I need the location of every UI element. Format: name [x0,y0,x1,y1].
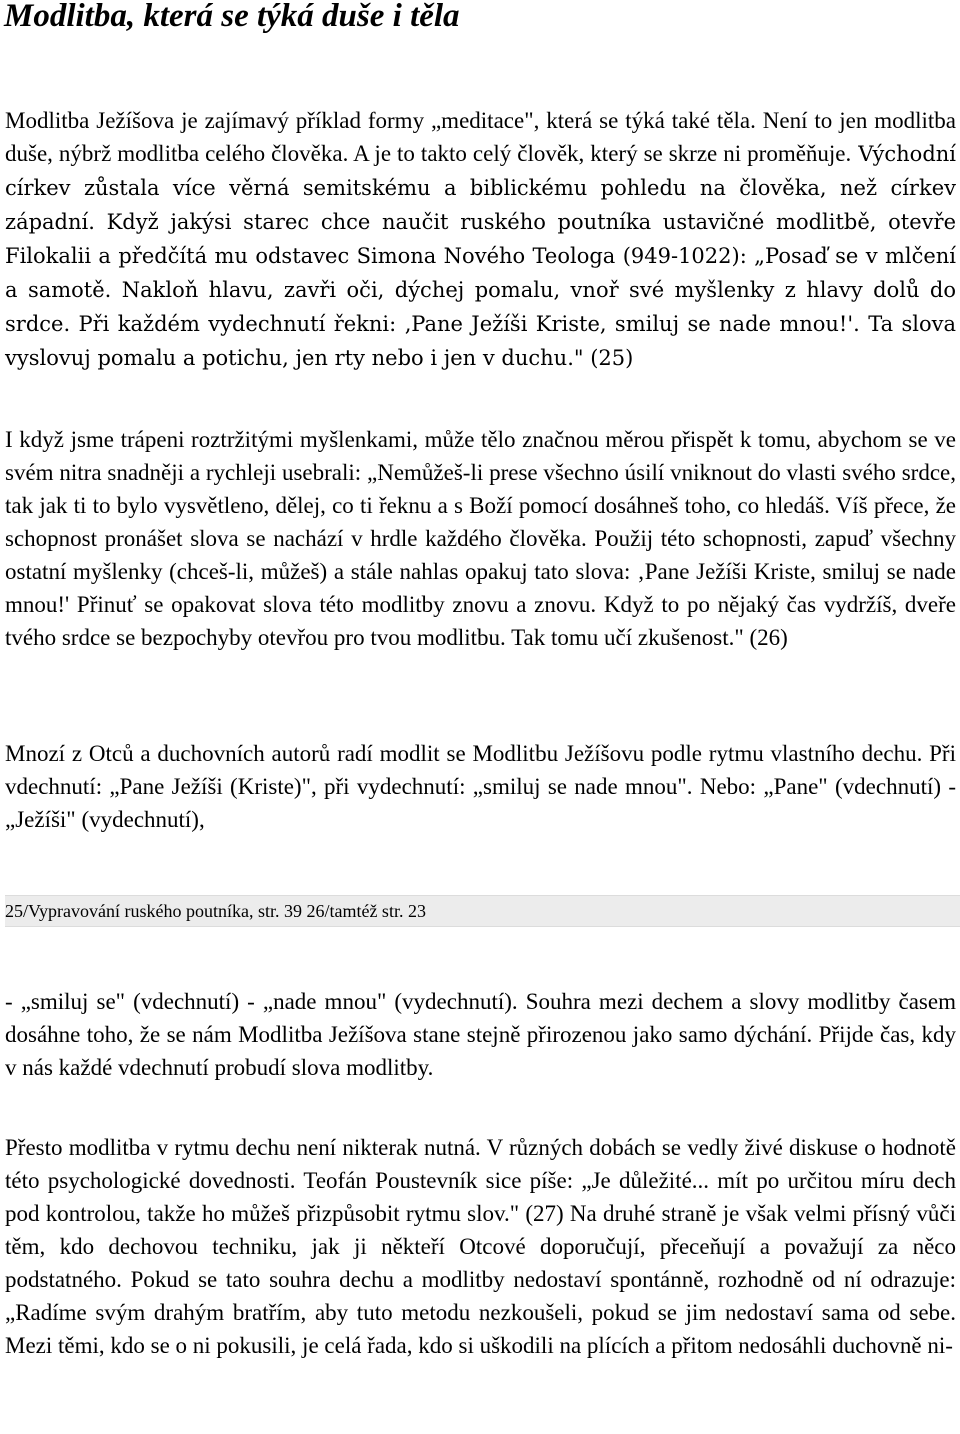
footnote-text: 25/Vypravování ruského poutníka, str. 39 26/tamtéž str. 23 [5,901,426,921]
document-title: Modlitba, která se týká duše i těla [4,0,460,34]
paragraph-4 [5,985,956,1084]
paragraph-4-text: - „smiluj se" (vdechnutí) - „nade mnou" (vydechnutí). Souhra mezi dechem a slovy modlitby časem dosáhne toho, že se nám Modlitba Ježíšova stane stejně přirozenou jako samo dýchání. Přijde čas, kdy v nás každé vdechnutí probudí slova modlitby. [5,989,956,1080]
paragraph-3 [5,737,956,836]
paragraph-2-text: I když jsme trápeni roztržitými myšlenkami, může tělo značnou měrou přispět k tomu, abychom se ve svém nitra snadněji a rychleji usebrali: „Nemůžeš-li prese všechno úsilí vniknout do vlasti svého srdce, tak jak ti to bylo vysvětleno, dělej, co ti řeknu a s Boží pomocí dosáhneš toho, co hledáš. Víš přece, že schopnost pronášet slova se nachází v hrdle každého člověka. Použij této schopnosti, zapuď všechny ostatní myšlenky (chceš-li, můžeš) a stále nahlas opakuj tato slova: ‚Pane Ježíši Kriste, smiluj se nade mnou!' Přinuť se opakovat slova této modlitby znovu a znovu. Když to po nějaký čas vydržíš, dveře tvého srdce se bezpochyby otevřou pro tvou modlitbu. Tak tomu učí zkušenost." (26) [5,427,956,650]
paragraph-1 [5,104,956,375]
paragraph-1-text-b: Východní církev zůstala více věrná semitskému a biblickému pohledu na člověka, než církev západní. Když jakýsi starec chce naučit ruského poutníka ustavičné modlitbě, otevře Filokalii a předčítá mu odstavec Simona Nového Teologa (949-1022): „Posaď se v mlčení a samotě. Nakloň hlavu, zavři oči, dýchej pomalu, vnoř své myšlenky z hlavy dolů do srdce. Při každém vydechnutí řekni: ‚Pane Ježíši Kriste, smiluj se nade mnou!'. Ta slova vyslovuj pomalu a potichu, jen rty nebo i jen v duchu." (25) [5,142,957,370]
paragraph-3-text: Mnozí z Otců a duchovních autorů radí modlit se Modlitbu Ježíšovu podle rytmu vlastního dechu. Při vdechnutí: „Pane Ježíši (Kriste)", při vydechnutí: „smiluj se nade mnou". Nebo: „Pane" (vdechnutí) - „Ježíši" (vydechnutí), [5,741,956,832]
paragraph-5-text: Přesto modlitba v rytmu dechu není nikterak nutná. V různých dobách se vedly živé diskuse o hodnotě této psychologické dovednosti. Teofán Poustevník sice píše: „Je důležité... mít po určitou míru dech pod kontrolou, takže ho můžeš přizpůsobit rytmu slov." (27) Na druhé straně je však velmi přísný vůči těm, kdo dechovou techniku, jak ji někteří Otcové doporučují, přeceňují a považují za něco podstatného. Pokud se tato souhra dechu a modlitby nedostaví spontánně, rozhodně od ní odrazuje: „Radíme svým drahým bratřím, aby tuto metodu nezkoušeli, pokud se jim nedostaví sama od sebe. Mezi těmi, kdo se o ni pokusili, je celá řada, kdo si uškodili na plících a přitom nedosáhli duchovně ni- [5,1135,956,1358]
paragraph-5 [5,1131,956,1362]
paragraph-2 [5,423,956,654]
paragraph-1-text-a: Modlitba Ježíšova je zajímavý příklad formy „meditace", která se týká také těla. Není to jen modlitba duše, nýbrž modlitba celého člověka. A je to takto celý člověk, který se skrze ni proměňuje. [5,108,956,166]
